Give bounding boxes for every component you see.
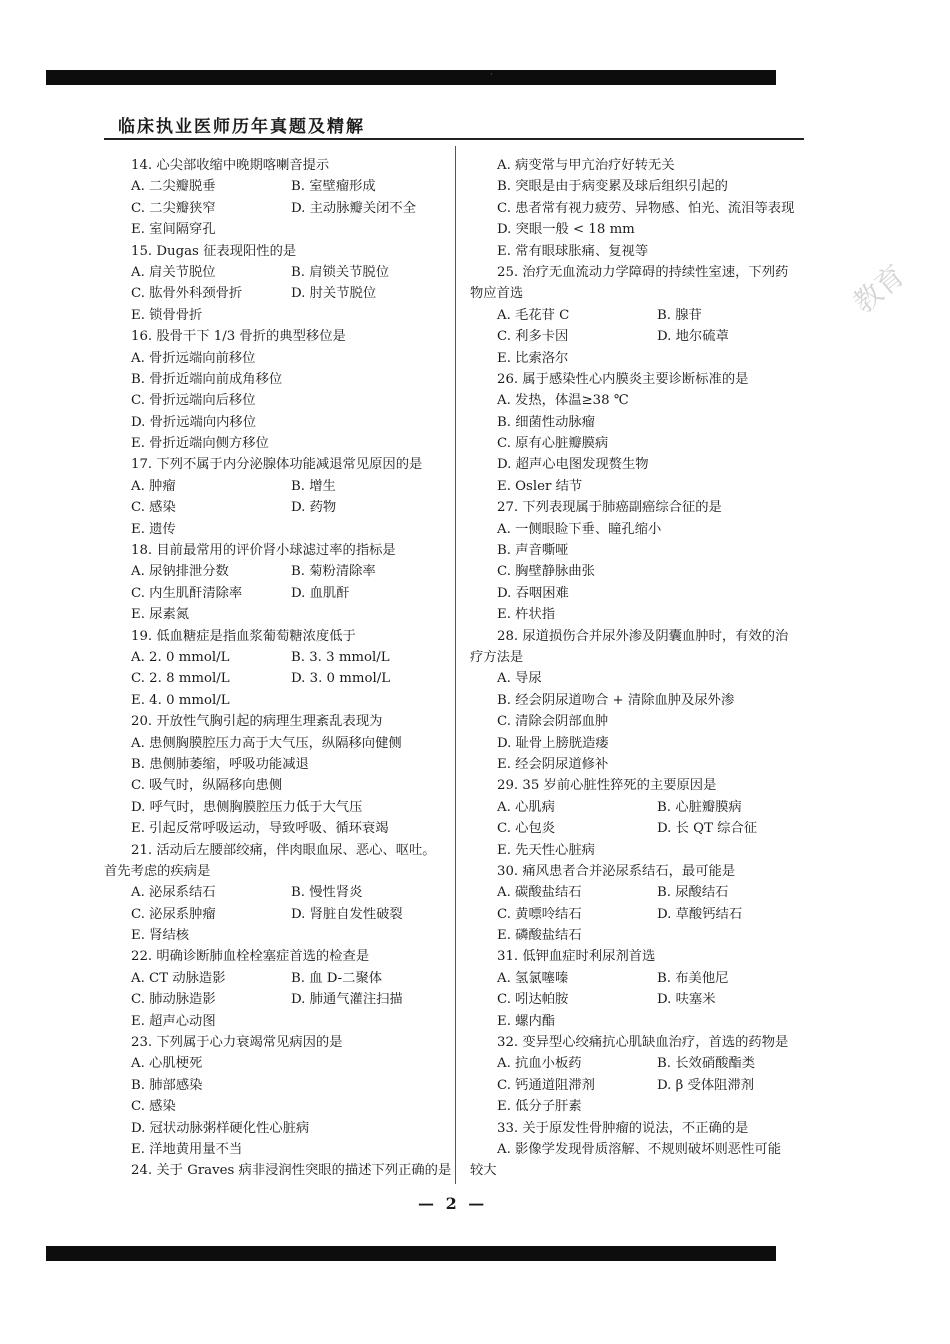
option-text: B. 肺部感染 — [131, 1077, 203, 1093]
option-text: B. 骨折近端向前成角移位 — [131, 371, 283, 387]
option-text: B. 腺苷 — [657, 307, 702, 323]
option-pair — [104, 989, 454, 1010]
option-pair — [104, 583, 454, 604]
option-text: B. 菊粉清除率 — [291, 564, 376, 580]
option-pair — [470, 1053, 820, 1074]
option-pair — [470, 989, 820, 1010]
option-text: C. 泌尿系肿瘤 — [131, 906, 216, 922]
option-text: D. β 受体阻滞剂 — [657, 1077, 755, 1093]
option-text: A. 碳酸盐结石 — [497, 885, 582, 901]
option-text: A. 肿瘤 — [131, 478, 176, 494]
question-stem: 30. 痛风患者合并泌尿系结石，最可能是 — [497, 863, 736, 879]
option-text: A. 毛花苷 C — [497, 307, 570, 323]
option-pair — [104, 561, 454, 582]
option-pair — [470, 1075, 820, 1096]
option-text: D. 长 QT 综合征 — [657, 821, 758, 837]
option-text: D. 主动脉瓣关闭不全 — [291, 200, 417, 216]
option-text: C. 原有心脏瓣膜病 — [497, 436, 609, 452]
option-pair — [104, 968, 454, 989]
option-text: B. 3. 3 mmol/L — [291, 649, 390, 665]
option-pair — [470, 818, 820, 839]
option-text: E. 超声心动图 — [131, 1013, 216, 1029]
option-text: C. 内生肌酐清除率 — [131, 585, 243, 601]
question-stem-continued: 疗方法是 — [470, 649, 524, 665]
question-stem: 31. 低钾血症时利尿剂首选 — [497, 949, 656, 965]
option-text: A. CT 动脉造影 — [131, 970, 226, 986]
option-text: E. 4. 0 mmol/L — [131, 692, 230, 708]
option-pair — [470, 882, 820, 903]
option-text: D. 耻骨上膀胱造瘘 — [497, 735, 609, 751]
column-divider — [455, 146, 456, 1184]
option-text: A. 一侧眼睑下垂、瞳孔缩小 — [497, 521, 662, 537]
option-text: D. 骨折远端向内移位 — [131, 414, 257, 430]
option-text: B. 肩锁关节脱位 — [291, 264, 390, 280]
option-text: E. 经会阴尿道修补 — [497, 756, 609, 772]
option-pair — [104, 283, 454, 304]
option-text: D. 呋塞米 — [657, 992, 716, 1008]
page-number: — 2 — — [418, 1194, 488, 1213]
watermark: 教育 — [846, 258, 912, 320]
option-text: A. 病变常与甲亢治疗好转无关 — [497, 158, 675, 173]
option-text: C. 二尖瓣狭窄 — [131, 200, 216, 216]
option-text: D. 吞咽困难 — [497, 585, 569, 601]
option-text: C. 骨折远端向后移位 — [131, 393, 256, 409]
question-stem-continued: 较大 — [470, 1163, 497, 1179]
option-text: C. 钙通道阻滞剂 — [497, 1077, 595, 1093]
header-rule — [104, 138, 804, 140]
option-text: A. 二尖瓣脱垂 — [131, 179, 216, 195]
option-text: D. 超声心电图发现赘生物 — [497, 457, 649, 473]
option-text: C. 清除会阴部血肿 — [497, 714, 609, 730]
option-pair — [104, 262, 454, 283]
option-text: D. 肘关节脱位 — [291, 286, 377, 302]
question-stem: 25. 治疗无血流动力学障碍的持续性室速，下列药 — [497, 264, 789, 280]
option-text: A. 抗血小板药 — [497, 1056, 582, 1072]
option-text: B. 细菌性动脉瘤 — [497, 414, 596, 430]
question-stem-continued: 物应首选 — [470, 286, 524, 302]
option-text: E. 先天性心脏病 — [497, 842, 595, 858]
option-text: E. 肾结核 — [131, 928, 190, 944]
question-stem: 21. 活动后左腰部绞痛，伴肉眼血尿、恶心、呕吐。 — [131, 842, 436, 858]
option-text: C. 感染 — [131, 500, 176, 516]
question-stem: 26. 属于感染性心内膜炎主要诊断标准的是 — [497, 371, 749, 387]
option-text: E. 锁骨骨折 — [131, 307, 203, 323]
option-text: E. 洋地黄用量不当 — [131, 1141, 243, 1157]
option-text: D. 肺通气灌注扫描 — [291, 992, 403, 1008]
option-text: E. 比索洛尔 — [497, 350, 569, 366]
option-pair — [470, 968, 820, 989]
question-stem: 17. 下列不属于内分泌腺体功能减退常见原因的是 — [131, 457, 423, 473]
question-stem: 14. 心尖部收缩中晚期喀喇音提示 — [131, 158, 330, 173]
option-text: B. 突眼是由于病变累及球后组织引起的 — [497, 179, 728, 195]
option-text: C. 胸壁静脉曲张 — [497, 564, 595, 580]
option-text: A. 导尿 — [497, 671, 542, 687]
option-text: D. 呼气时，患侧胸膜腔压力低于大气压 — [131, 799, 363, 815]
option-text: C. 2. 8 mmol/L — [131, 671, 230, 687]
option-text: E. 室间隔穿孔 — [131, 222, 216, 238]
option-text: D. 冠状动脉粥样硬化性心脏病 — [131, 1120, 310, 1136]
option-pair — [104, 668, 454, 689]
question-stem: 33. 关于原发性骨肿瘤的说法，不正确的是 — [497, 1120, 749, 1136]
option-text: E. 引起反常呼吸运动，导致呼吸、循环衰竭 — [131, 821, 389, 837]
option-text: B. 尿酸结石 — [657, 885, 729, 901]
option-pair — [470, 904, 820, 925]
option-text: B. 长效硝酸酯类 — [657, 1056, 756, 1072]
option-text: A. 肩关节脱位 — [131, 264, 216, 280]
option-text: A. 患侧胸膜腔压力高于大气压，纵隔移向健侧 — [131, 735, 402, 751]
option-text: E. 尿素氮 — [131, 607, 190, 623]
option-text: B. 布美他尼 — [657, 970, 729, 986]
option-text: E. Osler 结节 — [497, 478, 583, 494]
option-text: C. 吲达帕胺 — [497, 992, 569, 1008]
question-stem: 16. 股骨干下 1/3 骨折的典型移位是 — [131, 329, 346, 345]
option-text: A. 发热，体温≥38 ℃ — [497, 393, 629, 409]
option-text: D. 肾脏自发性破裂 — [291, 906, 403, 922]
option-text: C. 心包炎 — [497, 821, 556, 837]
option-text: C. 肺动脉造影 — [131, 992, 216, 1008]
question-stem: 19. 低血糖症是指血浆葡萄糖浓度低于 — [131, 628, 356, 644]
option-pair — [470, 326, 820, 347]
option-pair — [104, 476, 454, 497]
option-text: B. 增生 — [291, 478, 336, 494]
option-text: A. 心肌梗死 — [131, 1056, 203, 1072]
question-stem: 18. 目前最常用的评价肾小球滤过率的指标是 — [131, 543, 396, 559]
left-question-column — [104, 155, 454, 1182]
question-stem: 27. 下列表现属于肺癌副癌综合征的是 — [497, 500, 722, 516]
question-stem: 28. 尿道损伤合并尿外渗及阴囊血肿时，有效的治 — [497, 628, 789, 644]
question-stem: 24. 关于 Graves 病非浸润性突眼的描述下列正确的是 — [131, 1163, 452, 1179]
question-stem: 15. Dugas 征表现阳性的是 — [131, 243, 297, 259]
option-text: B. 心脏瓣膜病 — [657, 799, 742, 815]
option-text: E. 磷酸盐结石 — [497, 928, 582, 944]
option-text: B. 慢性肾炎 — [291, 885, 363, 901]
option-text: D. 3. 0 mmol/L — [291, 671, 391, 687]
option-text: A. 影像学发现骨质溶解、不规则破坏则恶性可能 — [497, 1141, 781, 1157]
option-text: E. 低分子肝素 — [497, 1099, 582, 1115]
option-text: E. 杵状指 — [497, 607, 556, 623]
right-question-column — [470, 155, 820, 1182]
option-text: A. 心肌病 — [497, 799, 555, 815]
top-black-bar — [46, 70, 776, 85]
option-pair — [104, 497, 454, 518]
option-text: C. 吸气时，纵隔移向患侧 — [131, 778, 283, 794]
option-pair — [470, 305, 820, 326]
option-pair — [104, 198, 454, 219]
option-text: C. 利多卡因 — [497, 329, 569, 345]
option-text: B. 声音嘶哑 — [497, 543, 569, 559]
question-stem: 23. 下列属于心力衰竭常见病因的是 — [131, 1035, 343, 1051]
option-text: C. 肱骨外科颈骨折 — [131, 286, 243, 302]
question-stem: 29. 35 岁前心脏性猝死的主要原因是 — [497, 778, 717, 794]
option-text: A. 氢氯噻嗪 — [497, 970, 569, 986]
option-text: B. 室壁瘤形成 — [291, 179, 376, 195]
option-text: E. 常有眼球胀痛、复视等 — [497, 243, 649, 259]
question-stem: 32. 变异型心绞痛抗心肌缺血治疗，首选的药物是 — [497, 1035, 789, 1051]
option-text: C. 患者常有视力疲劳、异物感、怕光、流泪等表现 — [497, 200, 795, 216]
option-text: B. 血 D-二聚体 — [291, 970, 383, 986]
option-text: D. 突眼一般 < 18 mm — [497, 222, 635, 238]
option-text: B. 经会阴尿道吻合 + 清除血肿及尿外渗 — [497, 692, 735, 708]
header-small-mark: · — [490, 70, 493, 79]
option-pair — [104, 882, 454, 903]
option-text: E. 遗传 — [131, 521, 176, 537]
option-pair — [104, 647, 454, 668]
option-text: A. 泌尿系结石 — [131, 885, 216, 901]
option-text: D. 地尔硫䓬 — [657, 329, 729, 345]
option-text: D. 药物 — [291, 500, 337, 516]
page-header-title: 临床执业医师历年真题及精解 — [118, 117, 365, 137]
option-text: E. 螺内酯 — [497, 1013, 556, 1029]
question-stem-continued: 首先考虑的疾病是 — [104, 863, 211, 879]
option-text: B. 患侧肺萎缩，呼吸功能减退 — [131, 756, 309, 772]
option-text: A. 尿钠排泄分数 — [131, 564, 229, 580]
question-stem: 22. 明确诊断肺血栓栓塞症首选的检查是 — [131, 949, 370, 965]
bottom-black-bar — [46, 1246, 776, 1261]
option-text: D. 草酸钙结石 — [657, 906, 743, 922]
option-text: A. 骨折远端向前移位 — [131, 350, 256, 366]
question-stem: 20. 开放性气胸引起的病理生理紊乱表现为 — [131, 714, 383, 730]
option-text: D. 血肌酐 — [291, 585, 350, 601]
option-text: C. 黄嘌呤结石 — [497, 906, 582, 922]
option-text: E. 骨折近端向侧方移位 — [131, 436, 269, 452]
option-text: C. 感染 — [131, 1099, 176, 1115]
option-pair — [104, 904, 454, 925]
option-pair — [104, 176, 454, 197]
option-pair — [470, 797, 820, 818]
option-text: A. 2. 0 mmol/L — [131, 649, 230, 665]
